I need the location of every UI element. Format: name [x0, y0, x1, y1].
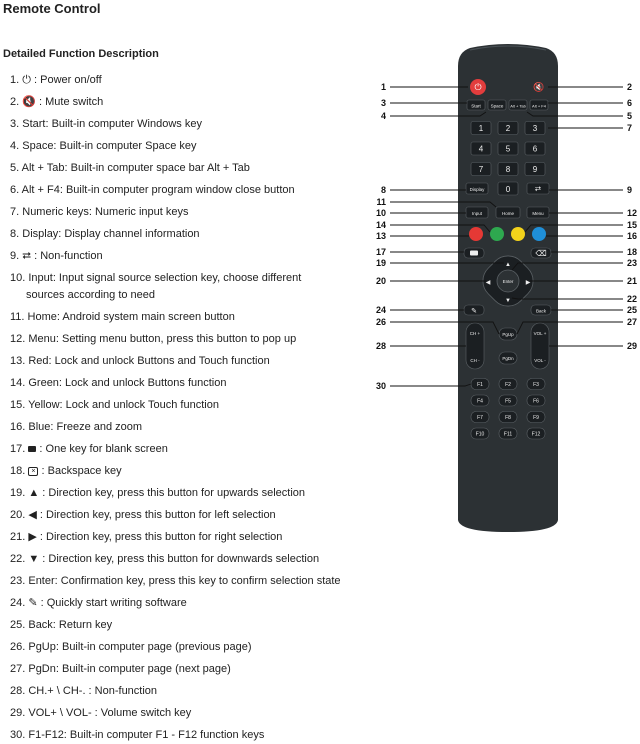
item-text: Alt + Tab: Built-in computer space bar Alt + Tab [19, 162, 250, 174]
enter-label: Enter [502, 279, 514, 284]
green-button [490, 227, 504, 241]
callout-number: 10 [375, 208, 386, 218]
callout-number: 13 [375, 231, 386, 241]
backspace-icon: ⌫ [535, 249, 547, 258]
item-text: VOL+ \ VOL- : Volume switch key [25, 707, 192, 719]
arrow-down-icon: ▼ [28, 553, 40, 565]
item-number: 16. [10, 421, 26, 433]
f-key-label: F7 [477, 415, 483, 421]
arrow-down-icon: ▼ [505, 298, 511, 304]
f-key-label: F10 [475, 431, 485, 438]
item-number: 2. [10, 96, 20, 108]
item-number: 15. [10, 399, 26, 411]
f-key-label: F12 [531, 431, 541, 438]
item-text: Yellow: Lock and unlock Touch function [25, 399, 219, 411]
item-text: CH.+ \ CH-. : Non-function [25, 685, 158, 697]
callout-number: 14 [375, 220, 386, 230]
callout-number: 20 [375, 276, 386, 286]
item-number: 27. [10, 663, 26, 675]
callout-number: 23 [627, 258, 638, 268]
item-number: 18. [10, 465, 26, 477]
callout-number: 26 [375, 317, 386, 327]
callout-number: 30 [375, 381, 386, 391]
item-number: 21. [10, 531, 26, 543]
f-key-label: F8 [505, 415, 511, 421]
digit-1-label: 1 [478, 124, 484, 133]
arrow-right-icon: ▶ [525, 280, 531, 286]
digit-5-label: 5 [505, 144, 511, 154]
f-key-label: F5 [505, 398, 511, 405]
item-text: : Backspace key [38, 465, 122, 477]
alt-tab-label: Alt + Tab [510, 103, 526, 109]
callout-number: 25 [627, 305, 638, 315]
callout-number: 12 [627, 208, 638, 218]
callout-number: 11 [376, 197, 386, 207]
item-number: 11. [10, 311, 25, 323]
item-number: 28. [10, 685, 26, 697]
callout-number: 18 [627, 247, 638, 257]
item-text: F1-F12: Built-in computer F1 - F12 function keys [25, 729, 265, 741]
f-key-label: F4 [477, 398, 483, 405]
pen-icon: ✎ [471, 308, 477, 315]
item-number: 14. [10, 377, 26, 389]
callout-number: 16 [627, 231, 638, 241]
item-text: Start: Built-in computer Windows key [19, 118, 202, 130]
f-key-label: F6 [533, 398, 539, 405]
arrow-up-icon: ▲ [28, 487, 40, 499]
blue-button [532, 227, 546, 241]
item-text: PgUp: Built-in computer page (previous page) [25, 641, 252, 653]
back-label: Back [535, 308, 547, 314]
item-text: : Direction key, press this button for upwards selection [39, 487, 306, 499]
f-key-label: F2 [505, 382, 511, 388]
item-number: 6. [10, 184, 20, 196]
f-key-label: F11 [503, 431, 513, 438]
f-key-label: F1 [477, 382, 483, 388]
item-number: 23. [10, 575, 26, 587]
callout-number: 24 [375, 305, 386, 315]
item-number: 19. [10, 487, 26, 499]
item-text: Input: Input signal source selection key, choose different [25, 272, 302, 284]
power-icon: ⏻ [22, 74, 31, 86]
arrow-left-icon: ◀ [485, 280, 491, 286]
item-text: Blue: Freeze and zoom [25, 421, 143, 433]
pgup-label: PgUp [502, 332, 514, 337]
f-key-label: F9 [533, 415, 539, 421]
menu-label: Menu [532, 211, 544, 216]
vol-minus-label: VOL - [534, 358, 546, 363]
item-number: 22. [10, 553, 26, 565]
digit-7-label: 7 [478, 165, 484, 174]
callout-number: 8 [380, 185, 386, 195]
digit-4-label: 4 [478, 144, 484, 154]
input-label: Input [471, 211, 483, 216]
callout-number: 4 [380, 111, 386, 121]
item-text: Space: Built-in computer Space key [19, 140, 197, 152]
item-number: 8. [10, 228, 20, 240]
blank-screen-icon [470, 251, 478, 256]
yellow-button [511, 227, 525, 241]
mute-icon: 🔇 [533, 82, 545, 92]
pen-icon: ✎ [28, 597, 38, 609]
item-number: 3. [10, 118, 20, 130]
space-label: Space [490, 103, 504, 109]
digit-6-label: 6 [532, 144, 538, 154]
item-text: : Mute switch [35, 96, 104, 108]
item-text: : Direction key, press this button for left selection [36, 509, 276, 521]
item-number: 1. [10, 74, 20, 86]
item-number: 30. [10, 729, 26, 741]
item-number: 24. [10, 597, 26, 609]
callout-number: 5 [627, 111, 633, 121]
item-text: Alt + F4: Built-in computer program window close button [19, 184, 295, 196]
item-text: Enter: Confirmation key, press this key to confirm selection state [25, 575, 341, 587]
callout-number: 9 [627, 185, 633, 195]
f-key-label: F3 [533, 382, 539, 388]
item-text: : One key for blank screen [36, 443, 168, 455]
ch-minus-label: CH - [470, 358, 480, 363]
item-text: Back: Return key [25, 619, 113, 631]
item-text: : Non-function [31, 250, 103, 262]
item-text: PgDn: Built-in computer page (next page) [25, 663, 231, 675]
start-label: Start [471, 103, 481, 109]
power-icon: ⏻ [474, 82, 482, 92]
callout-number: 17 [375, 247, 386, 257]
loop-icon: ⮂ [534, 184, 542, 194]
digit-8-label: 8 [505, 165, 511, 174]
item-text-continued: sources according to need [26, 289, 156, 301]
item-text: : Quickly start writing software [37, 597, 187, 609]
numeric-keypad [471, 122, 545, 176]
callout-number: 7 [627, 123, 633, 133]
ch-plus-label: CH + [469, 331, 481, 336]
item-number: 7. [10, 206, 20, 218]
callout-number: 3 [380, 98, 386, 108]
section-title: Detailed Function Description [3, 48, 159, 60]
pgdn-label: PgDn [502, 356, 514, 361]
item-text: Menu: Setting menu button, press this button to pop up [25, 333, 297, 345]
arrow-left-icon: ◀ [28, 509, 37, 521]
home-label: Home [501, 211, 515, 216]
digit-2-label: 2 [505, 124, 511, 133]
callout-number: 15 [627, 220, 638, 230]
alt-f4-label: Alt + F4 [532, 103, 546, 109]
callout-number: 28 [375, 341, 386, 351]
callout-number: 19 [375, 258, 386, 268]
callout-number: 27 [627, 317, 638, 327]
item-text: : Direction key, press this button for downwards selection [39, 553, 320, 565]
digit-0-label: 0 [505, 185, 511, 194]
callout-number: 29 [627, 341, 638, 351]
item-number: 29. [10, 707, 26, 719]
item-number: 17. [10, 443, 26, 455]
item-text: Home: Android system main screen button [24, 311, 235, 323]
item-text: Red: Lock and unlock Buttons and Touch function [25, 355, 270, 367]
item-number: 25. [10, 619, 26, 631]
page-title: Remote Control [3, 1, 101, 16]
red-button [469, 227, 483, 241]
item-text: : Direction key, press this button for right selection [36, 531, 283, 543]
mute-icon: 🔇 [22, 96, 36, 108]
arrow-up-icon: ▲ [505, 262, 511, 268]
callout-number: 2 [627, 82, 633, 92]
item-text: : Power on/off [30, 74, 102, 86]
item-text: Green: Lock and unlock Buttons function [25, 377, 227, 389]
item-number: 13. [10, 355, 26, 367]
item-number: 10. [10, 272, 26, 284]
callout-number: 22 [627, 294, 638, 304]
digit-3-label: 3 [532, 124, 538, 133]
vol-plus-label: VOL + [533, 331, 547, 336]
display-label: Display [469, 187, 485, 192]
item-text: Numeric keys: Numeric input keys [19, 206, 189, 218]
loop-icon: ⮂ [22, 250, 32, 262]
item-number: 4. [10, 140, 20, 152]
item-number: 12. [10, 333, 26, 345]
backspace-icon: × [28, 467, 38, 476]
item-number: 20. [10, 509, 26, 521]
item-number: 9. [10, 250, 20, 262]
callout-number: 6 [627, 98, 633, 108]
item-text: Display: Display channel information [19, 228, 200, 240]
item-number: 26. [10, 641, 26, 653]
digit-9-label: 9 [532, 165, 538, 174]
callout-number: 21 [627, 276, 638, 286]
item-number: 5. [10, 162, 20, 174]
arrow-right-icon: ▶ [28, 531, 37, 543]
callout-number: 1 [380, 82, 386, 92]
